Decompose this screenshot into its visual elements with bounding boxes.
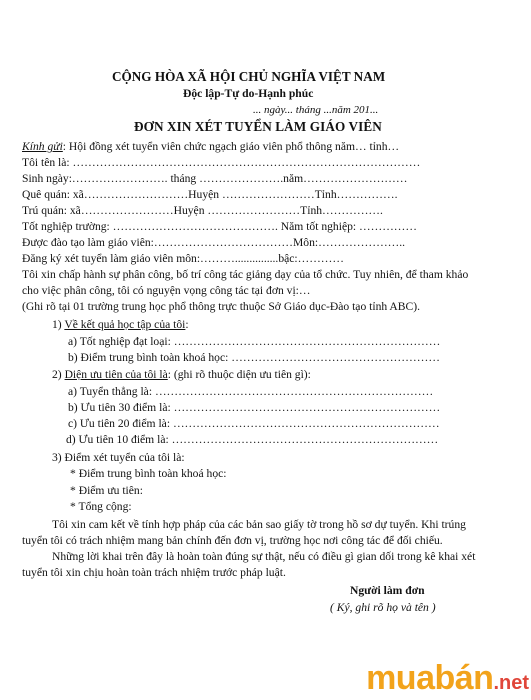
motto-header: Độc lập-Tự do-Hạnh phúc [183, 87, 314, 100]
section1-title [52, 318, 189, 332]
section2-item-c: c) Ưu tiên 20 điểm là: …………………………………………………………… [68, 417, 440, 430]
recipient-line [22, 140, 399, 154]
country-header: CỘNG HÒA XÃ HỘI CHỦ NGHĨA VIỆT NAM [112, 69, 386, 84]
graduated-field: Tốt nghiệp trường: ……………………………………. Năm tốt nghiệp: …………… [22, 220, 417, 233]
watermark-logo [366, 659, 529, 698]
section3-item-a: * Điểm trung bình toàn khoá học: [70, 467, 227, 480]
watermark-suffix: .net [493, 672, 529, 694]
section2-title [52, 368, 311, 382]
watermark-main: muabán [366, 659, 494, 697]
section3-title: 3) Điểm xét tuyển của tôi là: [52, 451, 185, 464]
signature-label: Người làm đơn [350, 584, 425, 597]
name-field: Tôi tên là: ……………………………………………………………………………… [22, 156, 421, 169]
date-line: ... ngày... tháng ...năm 201... [253, 104, 379, 116]
recipient-label: Kính gửi [22, 140, 63, 153]
residence-field: Trú quán: xã……………………Huyện ……………………Tỉnh……………. [22, 204, 383, 217]
closing-line-3: Những lời khai trên đây là hoàn toàn đúng sự thật, nếu có điều gì gian dối trong kê khai xét [52, 550, 476, 563]
section2-rest: : (ghi rõ thuộc diện ưu tiên gì): [167, 368, 311, 381]
body-paragraph-2: cho việc phân công, tôi có nguyện vọng công tác tại đơn vị:… [22, 284, 311, 297]
trained-field: Được đào tạo làm giáo viên:………………………………Môn:………………….. [22, 236, 406, 249]
register-field: Đăng ký xét tuyển làm giáo viên môn:………...............bậc:………… [22, 252, 344, 265]
closing-line-1: Tôi xin cam kết về tính hợp pháp của các bản sao giấy tờ trong hồ sơ dự tuyển. Khi trúng [52, 518, 466, 531]
closing-line-4: tuyển tôi xin chịu hoàn toàn trách nhiệm trước pháp luật. [22, 566, 286, 579]
signature-note: ( Ký, ghi rõ họ và tên ) [330, 601, 436, 614]
section2-num: 2) [52, 368, 65, 381]
section1-item-b: b) Điểm trung bình toàn khoá học: ……………………………………………… [68, 351, 440, 364]
section1-num: 1) [52, 318, 65, 331]
section2-item-d: d) Ưu tiên 10 điểm là: …………………………………………………………… [66, 433, 439, 446]
section2-title-text: Diện ưu tiên của tôi là [64, 368, 168, 381]
birth-field: Sinh ngày:……………………. tháng ………………….năm……………………… [22, 172, 408, 185]
closing-line-2: tuyển tôi có trách nhiệm mang bản chính đến đơn vị, trường học nơi công tác để đối chiếu. [22, 534, 443, 547]
section1-item-a: a) Tốt nghiệp đạt loại: …………………………………………………………… [68, 335, 441, 348]
section3-item-c: * Tổng cộng: [70, 500, 132, 513]
document-title: ĐƠN XIN XÉT TUYỂN LÀM GIÁO VIÊN [134, 119, 382, 134]
section3-item-b: * Điểm ưu tiên: [70, 484, 143, 497]
section1-colon: : [185, 318, 189, 331]
hometown-field: Quê quán: xã………………………Huyện ……………………Tỉnh……………. [22, 188, 398, 201]
section2-item-a: a) Tuyển thẳng là: ……………………………………………………………… [68, 385, 434, 398]
recipient-text: : Hội đồng xét tuyển viên chức ngạch giáo viên phổ thông năm… tỉnh… [62, 140, 400, 153]
section1-title-text: Về kết quả học tập của tôi [64, 318, 186, 331]
body-paragraph-1: Tôi xin chấp hành sự phân công, bố trí công tác giảng dạy của tổ chức. Tuy nhiên, để tham khảo [22, 268, 469, 281]
body-paragraph-3: (Ghi rõ tại 01 trường trung học phổ thông trực thuộc Sở Giáo dục-Đào tạo tỉnh ABC). [22, 300, 421, 313]
section2-item-b: b) Ưu tiên 30 điểm là: …………………………………………………………… [68, 401, 441, 414]
